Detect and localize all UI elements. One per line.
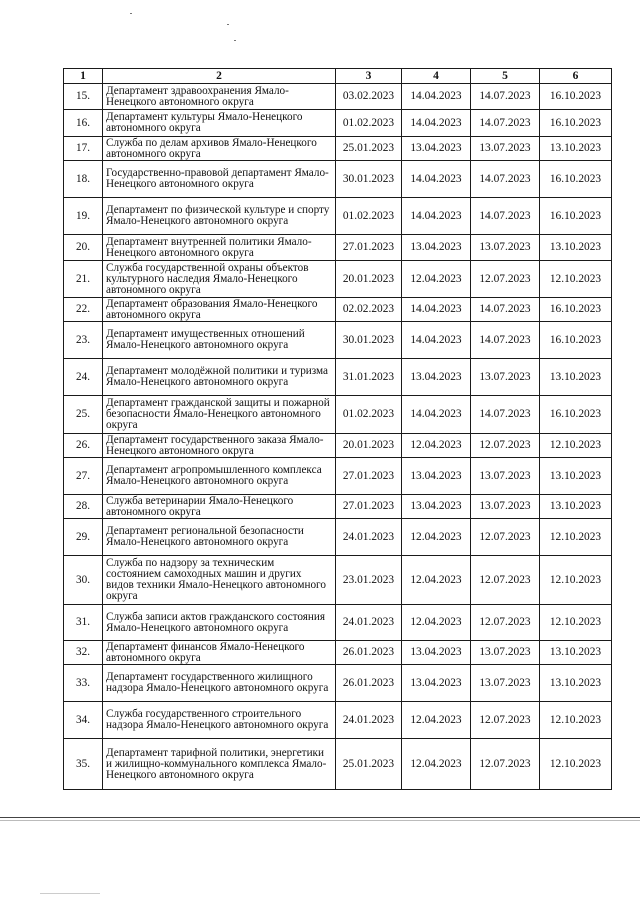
date-col-6: 13.10.2023 (540, 495, 612, 519)
date-col-5: 14.07.2023 (471, 161, 540, 198)
table-row (64, 495, 612, 519)
department-name: Департамент тарифной политики, энергетики и жилищно-коммунального комплекса Ямало-Ненецкого автономного округа (103, 739, 336, 790)
date-col-4: 14.04.2023 (402, 322, 471, 359)
row-number: 27. (64, 458, 103, 495)
date-col-5: 14.07.2023 (471, 298, 540, 322)
date-col-5: 12.07.2023 (471, 702, 540, 739)
date-col-4: 13.04.2023 (402, 359, 471, 396)
row-number: 17. (64, 137, 103, 161)
department-name: Департамент агропромышленного комплекса Ямало-Ненецкого автономного округа (103, 458, 336, 495)
row-number: 33. (64, 665, 103, 702)
date-col-3: 01.02.2023 (336, 110, 402, 137)
row-number: 21. (64, 261, 103, 298)
date-col-4: 13.04.2023 (402, 137, 471, 161)
date-col-5: 13.07.2023 (471, 665, 540, 702)
date-col-5: 13.07.2023 (471, 458, 540, 495)
row-number: 23. (64, 322, 103, 359)
date-col-5: 13.07.2023 (471, 495, 540, 519)
date-col-4: 14.04.2023 (402, 161, 471, 198)
table-body (64, 84, 612, 790)
date-col-6: 16.10.2023 (540, 322, 612, 359)
date-col-4: 12.04.2023 (402, 556, 471, 605)
date-col-6: 12.10.2023 (540, 556, 612, 605)
date-col-5: 12.07.2023 (471, 519, 540, 556)
date-col-3: 27.01.2023 (336, 458, 402, 495)
date-col-4: 12.04.2023 (402, 702, 471, 739)
date-col-6: 16.10.2023 (540, 161, 612, 198)
department-name: Департамент образования Ямало-Ненецкого автономного округа (103, 298, 336, 322)
date-col-6: 13.10.2023 (540, 137, 612, 161)
date-col-6: 12.10.2023 (540, 739, 612, 790)
table-row (64, 605, 612, 641)
date-col-3: 26.01.2023 (336, 641, 402, 665)
date-col-6: 13.10.2023 (540, 235, 612, 261)
date-col-5: 12.07.2023 (471, 556, 540, 605)
department-name: Департамент здравоохранения Ямало-Ненецкого автономного округа (103, 84, 336, 110)
table-row (64, 84, 612, 110)
table-row (64, 322, 612, 359)
date-col-5: 14.07.2023 (471, 84, 540, 110)
column-header: 3 (336, 69, 402, 84)
table-row (64, 702, 612, 739)
table-row (64, 519, 612, 556)
row-number: 19. (64, 198, 103, 235)
date-col-6: 12.10.2023 (540, 605, 612, 641)
date-col-4: 13.04.2023 (402, 665, 471, 702)
row-number: 29. (64, 519, 103, 556)
date-col-3: 25.01.2023 (336, 739, 402, 790)
date-col-6: 13.10.2023 (540, 359, 612, 396)
department-name: Служба по надзору за техническим состоянием самоходных машин и других видов техники Ямало-Ненецкого автономного округа (103, 556, 336, 605)
date-col-4: 12.04.2023 (402, 261, 471, 298)
department-name: Служба государственного строительного надзора Ямало-Ненецкого автономного округа (103, 702, 336, 739)
department-name: Департамент государственного заказа Ямало-Ненецкого автономного округа (103, 434, 336, 458)
date-col-5: 12.07.2023 (471, 434, 540, 458)
date-col-5: 13.07.2023 (471, 235, 540, 261)
date-col-5: 13.07.2023 (471, 137, 540, 161)
table-row (64, 161, 612, 198)
date-col-3: 24.01.2023 (336, 702, 402, 739)
table-row (64, 110, 612, 137)
table-row (64, 137, 612, 161)
date-col-5: 14.07.2023 (471, 198, 540, 235)
row-number: 32. (64, 641, 103, 665)
date-col-3: 23.01.2023 (336, 556, 402, 605)
date-col-6: 12.10.2023 (540, 261, 612, 298)
date-col-3: 24.01.2023 (336, 519, 402, 556)
date-col-3: 02.02.2023 (336, 298, 402, 322)
department-name: Служба государственной охраны объектов культурного наследия Ямало-Ненецкого автономного округа (103, 261, 336, 298)
date-col-3: 20.01.2023 (336, 261, 402, 298)
schedule-table (63, 68, 612, 790)
date-col-6: 13.10.2023 (540, 458, 612, 495)
table-row (64, 739, 612, 790)
page-bottom-rule (0, 820, 640, 821)
date-col-6: 16.10.2023 (540, 298, 612, 322)
date-col-3: 31.01.2023 (336, 359, 402, 396)
date-col-6: 12.10.2023 (540, 702, 612, 739)
table-row (64, 298, 612, 322)
date-col-5: 12.07.2023 (471, 261, 540, 298)
row-number: 35. (64, 739, 103, 790)
department-name: Департамент по физической культуре и спорту Ямало-Ненецкого автономного округа (103, 198, 336, 235)
date-col-5: 14.07.2023 (471, 396, 540, 434)
date-col-3: 27.01.2023 (336, 235, 402, 261)
row-number: 15. (64, 84, 103, 110)
date-col-4: 13.04.2023 (402, 641, 471, 665)
row-number: 25. (64, 396, 103, 434)
date-col-4: 14.04.2023 (402, 84, 471, 110)
date-col-6: 13.10.2023 (540, 641, 612, 665)
department-name: Служба записи актов гражданского состояния Ямало-Ненецкого автономного округа (103, 605, 336, 641)
date-col-3: 27.01.2023 (336, 495, 402, 519)
table-row (64, 261, 612, 298)
row-number: 20. (64, 235, 103, 261)
row-number: 16. (64, 110, 103, 137)
column-header: 6 (540, 69, 612, 84)
date-col-4: 14.04.2023 (402, 298, 471, 322)
department-name: Департамент гражданской защиты и пожарной безопасности Ямало-Ненецкого автономного округа (103, 396, 336, 434)
date-col-6: 12.10.2023 (540, 519, 612, 556)
page-footer-mark (40, 893, 100, 894)
date-col-3: 03.02.2023 (336, 84, 402, 110)
table-row (64, 235, 612, 261)
date-col-3: 25.01.2023 (336, 137, 402, 161)
date-col-4: 13.04.2023 (402, 235, 471, 261)
date-col-6: 13.10.2023 (540, 665, 612, 702)
date-col-3: 30.01.2023 (336, 161, 402, 198)
column-header: 5 (471, 69, 540, 84)
row-number: 34. (64, 702, 103, 739)
date-col-4: 12.04.2023 (402, 605, 471, 641)
date-col-4: 14.04.2023 (402, 396, 471, 434)
date-col-4: 12.04.2023 (402, 739, 471, 790)
date-col-4: 13.04.2023 (402, 495, 471, 519)
row-number: 28. (64, 495, 103, 519)
date-col-3: 20.01.2023 (336, 434, 402, 458)
department-name: Служба по делам архивов Ямало-Ненецкого автономного округа (103, 137, 336, 161)
table-row (64, 198, 612, 235)
column-header: 4 (402, 69, 471, 84)
department-name: Департамент имущественных отношений Ямало-Ненецкого автономного округа (103, 322, 336, 359)
table-row (64, 434, 612, 458)
table-row (64, 556, 612, 605)
date-col-3: 30.01.2023 (336, 322, 402, 359)
row-number: 22. (64, 298, 103, 322)
page-bottom-rule (0, 817, 640, 818)
date-col-3: 01.02.2023 (336, 396, 402, 434)
department-name: Департамент государственного жилищного надзора Ямало-Ненецкого автономного округа (103, 665, 336, 702)
row-number: 18. (64, 161, 103, 198)
date-col-5: 12.07.2023 (471, 739, 540, 790)
date-col-5: 14.07.2023 (471, 110, 540, 137)
table-row (64, 396, 612, 434)
date-col-4: 13.04.2023 (402, 458, 471, 495)
department-name: Служба ветеринарии Ямало-Ненецкого автономного округа (103, 495, 336, 519)
date-col-6: 16.10.2023 (540, 110, 612, 137)
department-name: Департамент финансов Ямало-Ненецкого автономного округа (103, 641, 336, 665)
date-col-5: 12.07.2023 (471, 605, 540, 641)
date-col-3: 24.01.2023 (336, 605, 402, 641)
department-name: Государственно-правовой департамент Ямало-Ненецкого автономного округа (103, 161, 336, 198)
column-header: 2 (103, 69, 336, 84)
scan-speck (227, 24, 229, 25)
date-col-6: 16.10.2023 (540, 396, 612, 434)
date-col-5: 13.07.2023 (471, 641, 540, 665)
scan-speck (234, 40, 236, 41)
date-col-4: 12.04.2023 (402, 519, 471, 556)
date-col-5: 14.07.2023 (471, 322, 540, 359)
date-col-3: 01.02.2023 (336, 198, 402, 235)
date-col-6: 16.10.2023 (540, 84, 612, 110)
department-name: Департамент культуры Ямало-Ненецкого автономного округа (103, 110, 336, 137)
date-col-6: 16.10.2023 (540, 198, 612, 235)
date-col-6: 12.10.2023 (540, 434, 612, 458)
scan-speck (130, 13, 132, 14)
date-col-5: 13.07.2023 (471, 359, 540, 396)
column-header: 1 (64, 69, 103, 84)
row-number: 26. (64, 434, 103, 458)
table-row (64, 641, 612, 665)
table-row (64, 665, 612, 702)
date-col-3: 26.01.2023 (336, 665, 402, 702)
date-col-4: 14.04.2023 (402, 110, 471, 137)
table-row (64, 458, 612, 495)
department-name: Департамент молодёжной политики и туризма Ямало-Ненецкого автономного округа (103, 359, 336, 396)
date-col-4: 12.04.2023 (402, 434, 471, 458)
department-name: Департамент внутренней политики Ямало-Ненецкого автономного округа (103, 235, 336, 261)
date-col-4: 14.04.2023 (402, 198, 471, 235)
row-number: 31. (64, 605, 103, 641)
row-number: 30. (64, 556, 103, 605)
row-number: 24. (64, 359, 103, 396)
table-row (64, 359, 612, 396)
department-name: Департамент региональной безопасности Ямало-Ненецкого автономного округа (103, 519, 336, 556)
table-header-row (64, 69, 612, 84)
